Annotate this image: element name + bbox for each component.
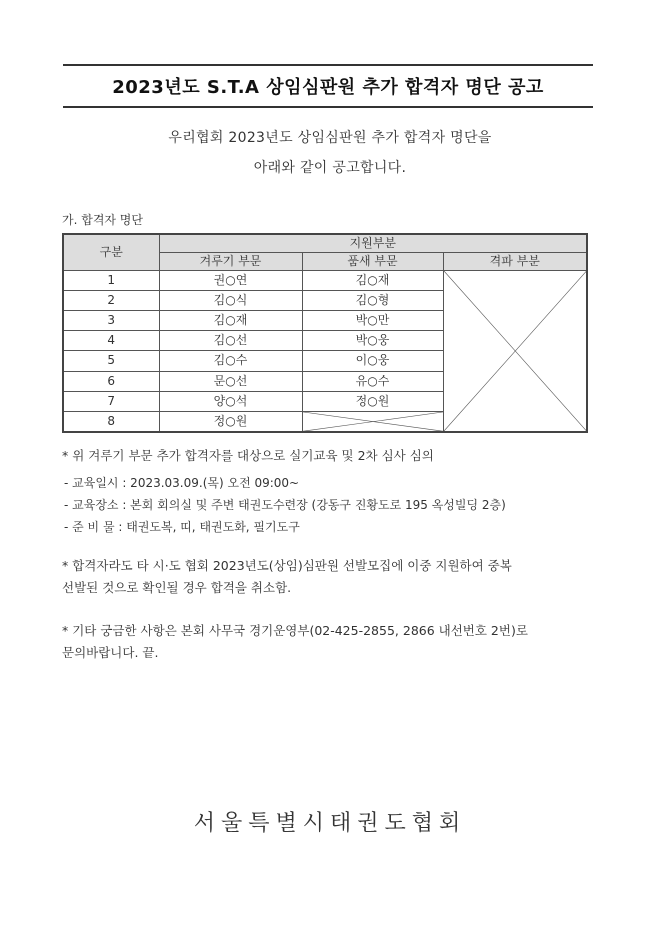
note-education: * 위 겨루기 부문 추가 합격자를 대상으로 실기교육 및 2차 심사 심의 bbox=[62, 448, 434, 463]
note-contact bbox=[62, 620, 602, 664]
gyeorugi-name: 김○선 bbox=[159, 331, 302, 351]
row-number: 4 bbox=[63, 331, 159, 351]
gyeorugi-name: 권○연 bbox=[159, 271, 302, 291]
row-number: 8 bbox=[63, 411, 159, 432]
poomsae-empty-cell bbox=[302, 411, 443, 432]
roster-table bbox=[62, 233, 588, 433]
cross-out-mark bbox=[444, 271, 587, 431]
poomsae-name: 이○웅 bbox=[302, 351, 443, 371]
title-box bbox=[63, 64, 593, 108]
header-application: 지원부분 bbox=[159, 234, 587, 253]
row-number: 1 bbox=[63, 271, 159, 291]
education-details bbox=[64, 472, 506, 538]
note-duplicate-line-1: * 합격자라도 타 시·도 협회 2023년도(상임)심판원 선발모집에 이중 지원하여 중복 bbox=[62, 558, 512, 573]
row-number: 2 bbox=[63, 291, 159, 311]
gyeorugi-name: 문○선 bbox=[159, 371, 302, 391]
header-group: 구분 bbox=[63, 234, 159, 271]
cross-out-mark bbox=[303, 412, 443, 431]
education-date: - 교육일시 : 2023.03.09.(목) 오전 09:00~ bbox=[64, 476, 300, 490]
gyeorugi-name: 양○석 bbox=[159, 391, 302, 411]
education-place: - 교육장소 : 본회 회의실 및 주변 태권도수련장 (강동구 진황도로 195 옥성빌딩 2층) bbox=[64, 498, 506, 512]
gyeorugi-name: 김○재 bbox=[159, 311, 302, 331]
row-number: 7 bbox=[63, 391, 159, 411]
header-breaking: 격파 부분 bbox=[443, 253, 587, 271]
row-number: 6 bbox=[63, 371, 159, 391]
section-label: 가. 합격자 명단 bbox=[62, 213, 143, 227]
gyeorugi-name: 정○원 bbox=[159, 411, 302, 432]
note-duplicate bbox=[62, 555, 602, 599]
document-title: 2023년도 S.T.A 상임심판원 추가 합격자 명단 공고 bbox=[112, 77, 544, 98]
row-number: 5 bbox=[63, 351, 159, 371]
intro-line-2: 아래와 같이 공고합니다. bbox=[253, 160, 407, 176]
poomsae-name: 정○원 bbox=[302, 391, 443, 411]
breaking-empty-cell bbox=[443, 271, 587, 433]
table-row bbox=[63, 271, 587, 291]
gyeorugi-name: 김○식 bbox=[159, 291, 302, 311]
note-duplicate-line-2: 선발된 것으로 확인될 경우 합격을 취소함. bbox=[62, 580, 292, 595]
gyeorugi-name: 김○수 bbox=[159, 351, 302, 371]
note-contact-line-1: * 기타 궁금한 사항은 본회 사무국 경기운영부(02-425-2855, 2866 내선번호 2번)로 bbox=[62, 623, 528, 638]
header-poomsae: 품새 부문 bbox=[302, 253, 443, 271]
education-supplies: - 준 비 물 : 태권도복, 띠, 태권도화, 필기도구 bbox=[64, 520, 300, 534]
poomsae-name: 박○만 bbox=[302, 311, 443, 331]
poomsae-name: 김○재 bbox=[302, 271, 443, 291]
poomsae-name: 유○수 bbox=[302, 371, 443, 391]
organization-name: 서울특별시태권도협회 bbox=[193, 811, 467, 836]
row-number: 3 bbox=[63, 311, 159, 331]
poomsae-name: 박○웅 bbox=[302, 331, 443, 351]
intro-line-1: 우리협회 2023년도 상임심판원 추가 합격자 명단을 bbox=[168, 130, 492, 146]
header-gyeorugi: 겨루기 부문 bbox=[159, 253, 302, 271]
poomsae-name: 김○형 bbox=[302, 291, 443, 311]
note-contact-line-2: 문의바랍니다. 끝. bbox=[62, 645, 159, 660]
